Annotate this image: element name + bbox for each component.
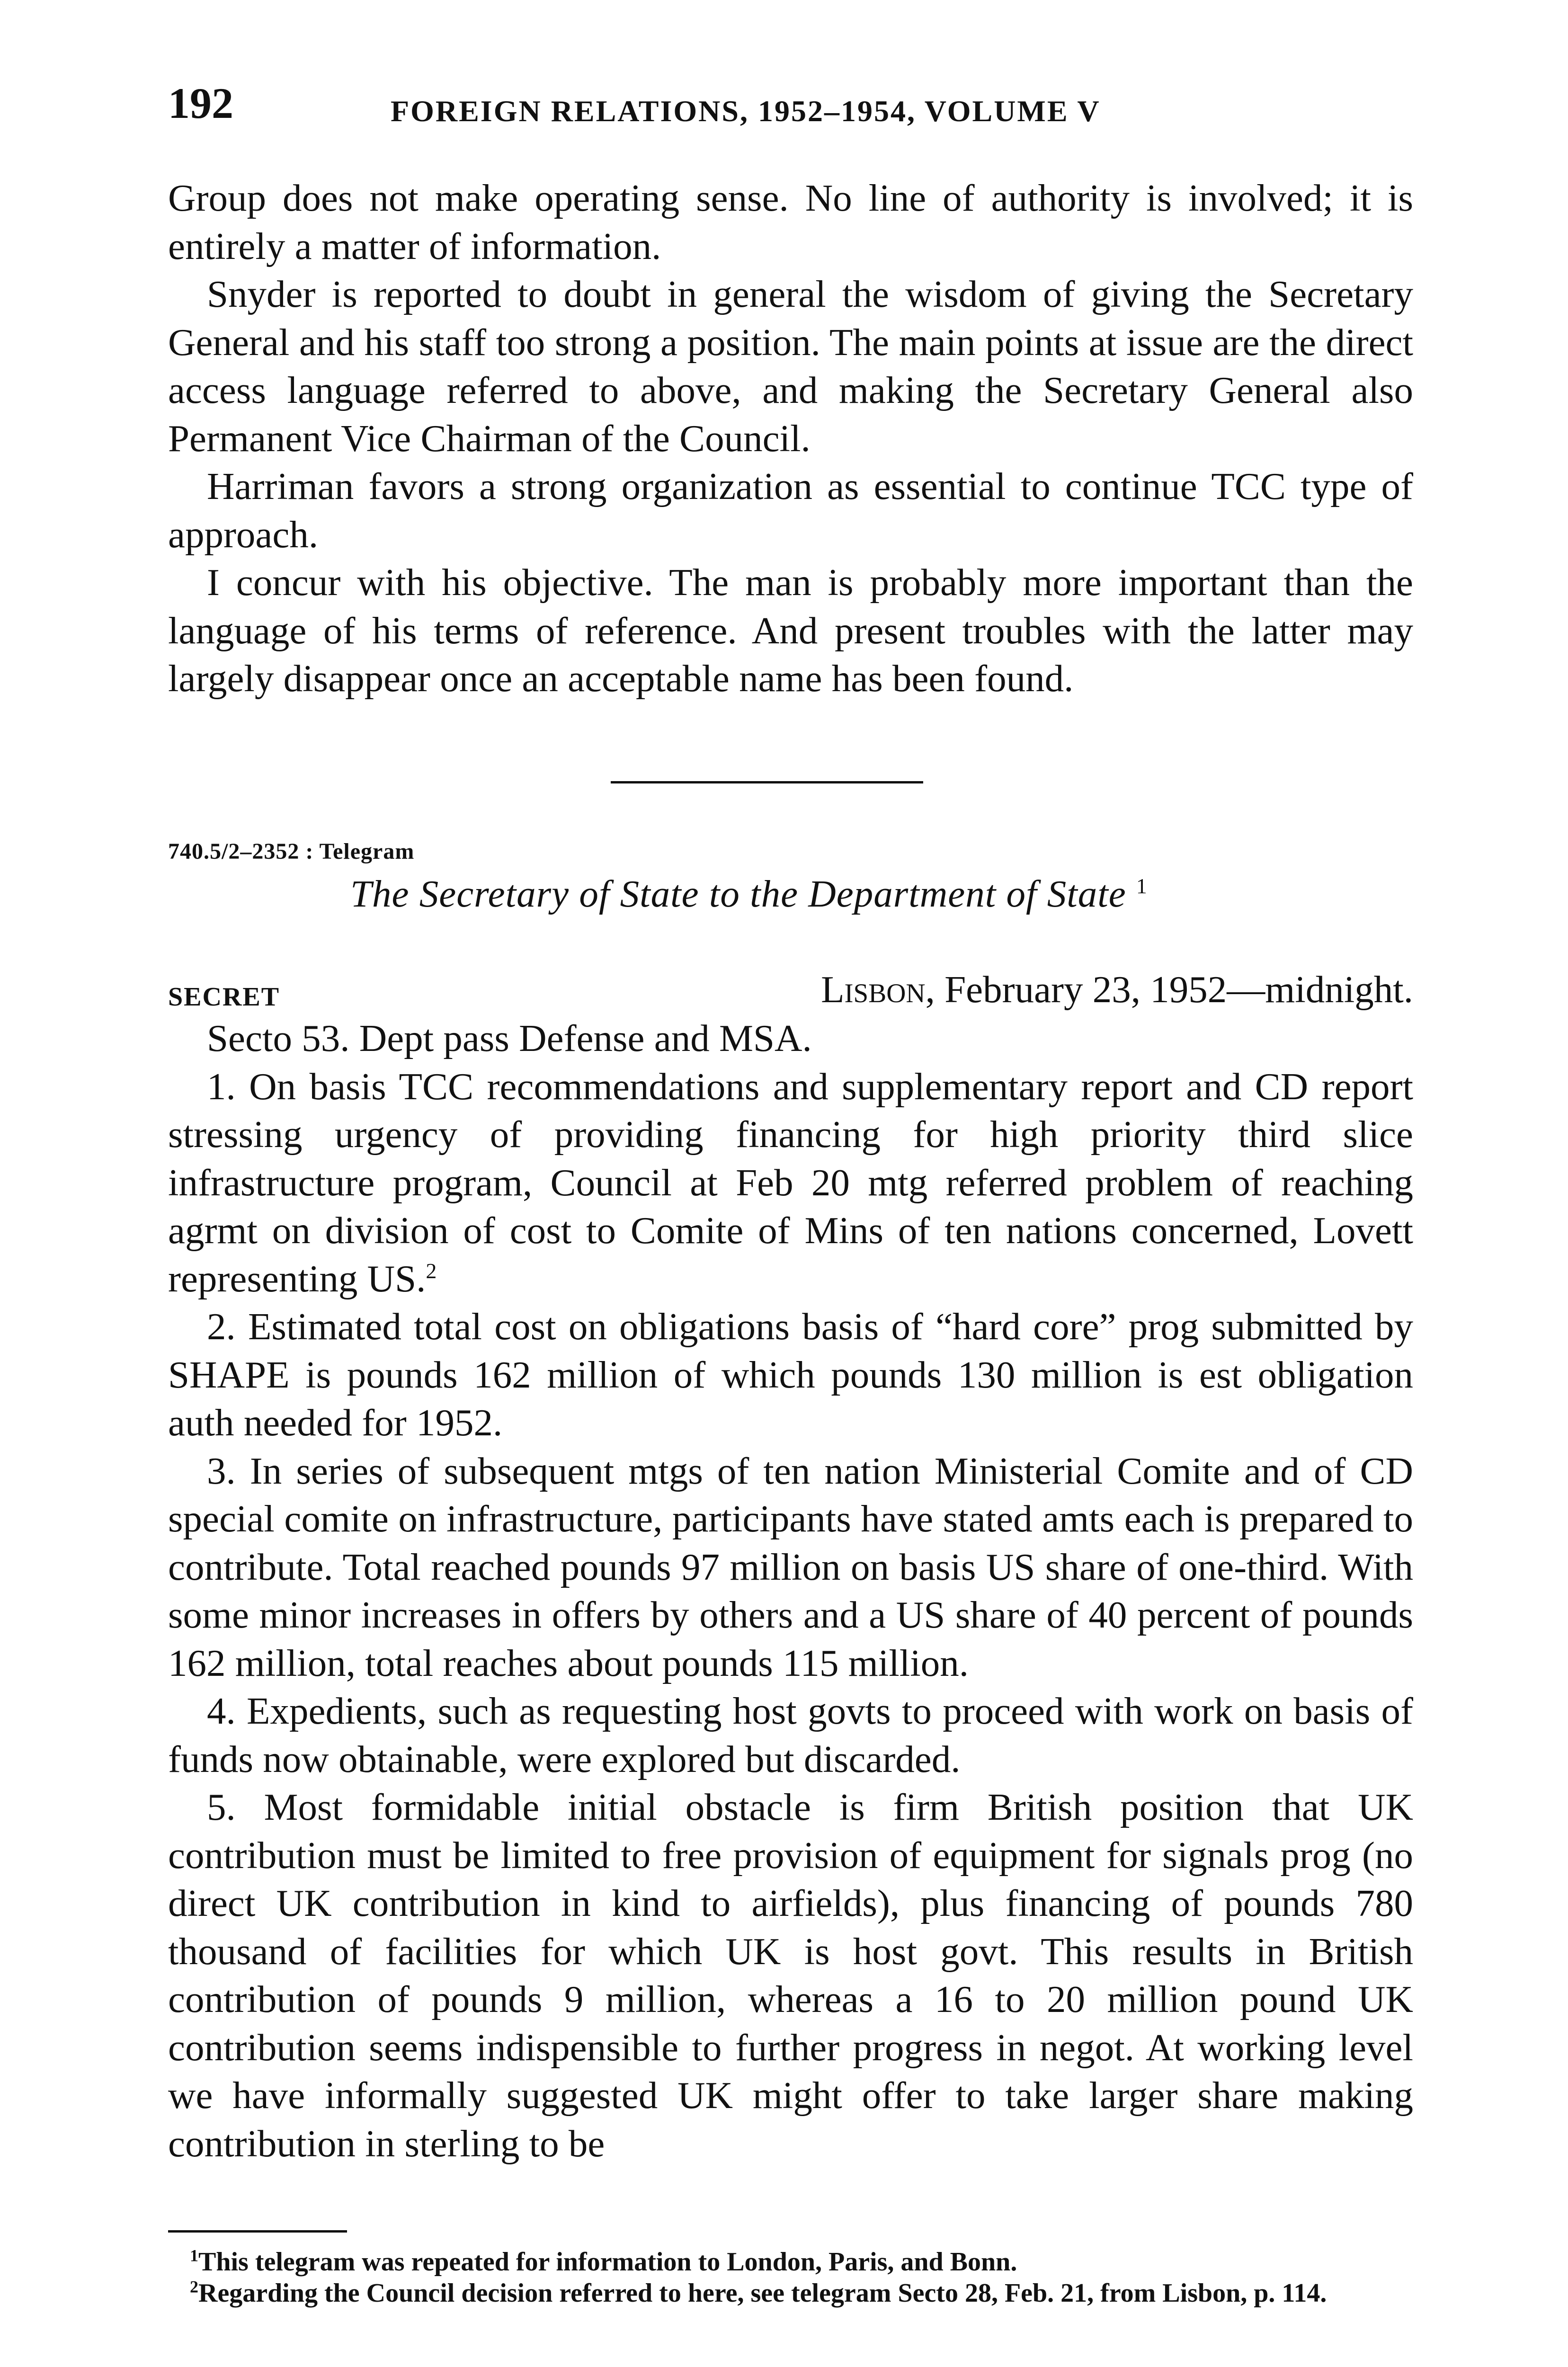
footnote-2-mark: 2 — [190, 2277, 198, 2296]
footnote-2-text: Regarding the Council decision referred to here, see telegram Secto 28, Feb. 21, from Lisbon, p. 114. — [198, 2278, 1327, 2308]
file-reference: 740.5/2–2352 : Telegram — [168, 839, 415, 864]
paragraph-snyder: Snyder is reported to doubt in general the wisdom of giving the Secretary General and his staff too strong a position. The main points at issue are the direct access language referred to above, and making the Secretary General also Permanent Vice Chairman of the Council. — [168, 273, 1413, 460]
paragraph-1-text: 1. On basis TCC recommendations and supplementary report and CD report stressing urgency of providing financing for high priority third slice infrastructure program, Council at Feb 20 mtg referred problem of reaching agrmt on division of cost to Comite of Mins of ten nations concerned, Lovett representing US. — [168, 1065, 1413, 1300]
footnote-2 — [168, 2278, 1413, 2309]
document-title-text: The Secretary of State to the Department of State — [350, 872, 1126, 915]
dateline — [727, 966, 1413, 1014]
footnote-1 — [168, 2246, 1413, 2278]
classification-label: SECRET — [168, 982, 280, 1012]
dateline-date: , February 23, 1952—midnight. — [925, 968, 1413, 1011]
page-number: 192 — [168, 79, 233, 127]
telegram-body — [168, 1014, 1413, 2168]
paragraph-concur: I concur with his objective. The man is probably more important than the language of his terms of reference. And present troubles with the latter may largely disappear once an acceptable name has been found. — [168, 561, 1413, 700]
paragraph-1 — [168, 1063, 1413, 1303]
opening-line: Secto 53. Dept pass Defense and MSA. — [207, 1017, 812, 1059]
footnote-1-mark: 1 — [190, 2246, 198, 2265]
page-header — [168, 80, 1413, 136]
paragraph-4: 4. Expedients, such as requesting host govts to proceed with work on basis of funds now obtainable, were explored but discarded. — [168, 1690, 1413, 1780]
footnotes — [168, 2246, 1413, 2309]
paragraph-harriman: Harriman favors a strong organization as essential to continue TCC type of approach. — [168, 465, 1413, 556]
section-divider — [611, 781, 923, 783]
dateline-place: Lisbon — [821, 968, 926, 1011]
paragraph-2: 2. Estimated total cost on obligations basis of “hard core” prog submitted by SHAPE is pounds 162 million of which pounds 130 million is est obligation auth needed for 1952. — [168, 1305, 1413, 1444]
footnote-1-text: This telegram was repeated for information to London, Paris, and Bonn. — [198, 2247, 1017, 2277]
paragraph-3: 3. In series of subsequent mtgs of ten nation Ministerial Comite and of CD special comite on infrastructure, participants have stated amts each is prepared to contribute. Total reached pounds 97 million on basis US share of one-third. With some minor increases in offers by others and a US share of 40 percent of pounds 162 million, total reaches about pounds 115 million. — [168, 1449, 1413, 1684]
footnote-divider — [168, 2230, 347, 2233]
previous-document-text — [168, 174, 1413, 703]
document-title — [350, 870, 1148, 918]
paragraph-5: 5. Most formidable initial obstacle is firm British position that UK contribution must be limited to free provision of equipment for signals prog (no direct UK contribution in kind to airfields), plus financing of pounds 780 thousand of facilities for which UK is host govt. This results in British contribution of pounds 9 million, whereas a 16 to 20 million pound UK contribution seems indispensible to further progress in negot. At working level we have informally suggested UK might offer to take larger share making contribution in sterling to be — [168, 1786, 1413, 2165]
footnote-ref-1: 1 — [1136, 874, 1148, 898]
running-head: FOREIGN RELATIONS, 1952–1954, VOLUME V — [391, 94, 1101, 128]
paragraph-continuation: Group does not make operating sense. No line of authority is involved; it is entirely a matter of information. — [168, 177, 1413, 267]
footnote-ref-2: 2 — [426, 1258, 437, 1283]
